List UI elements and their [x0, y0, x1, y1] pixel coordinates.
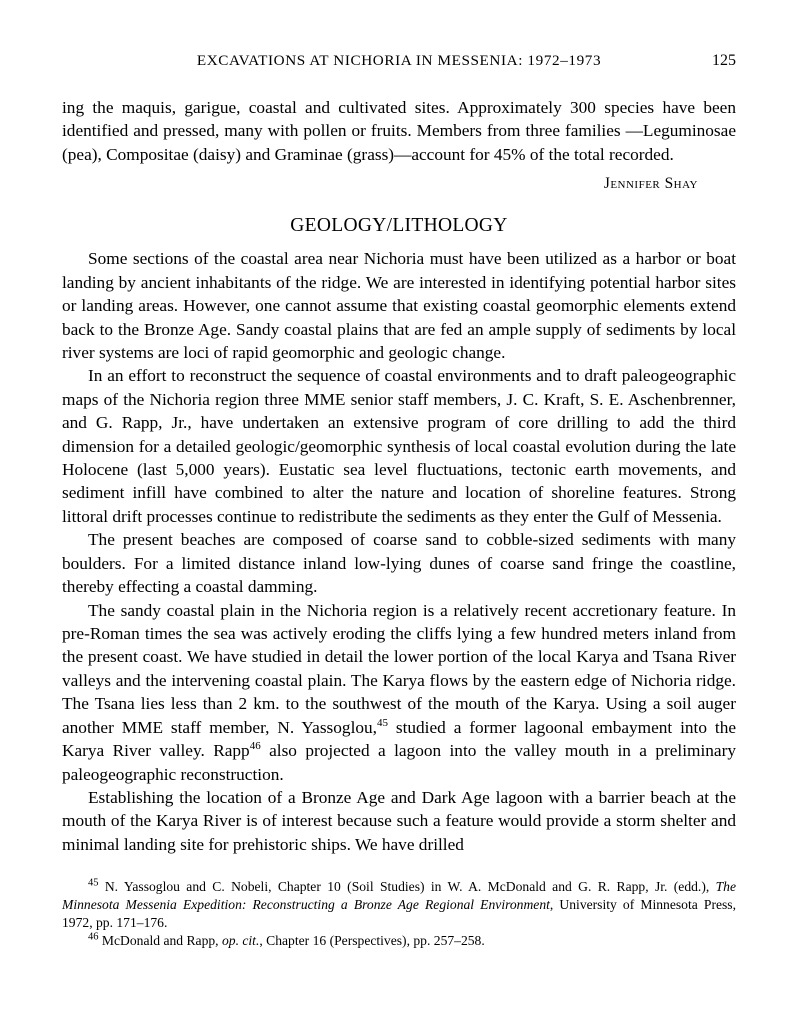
- footnote-ref-46[interactable]: 46: [249, 740, 261, 753]
- paragraph-4-part-3: also projected a lagoon into the valley mouth in a preliminary paleogeographic reconstruction.: [62, 741, 736, 784]
- footnote-45-marker: 45: [88, 877, 99, 889]
- footnote-ref-45[interactable]: 45: [376, 716, 388, 729]
- paragraph-1: Some sections of the coastal area near Nichoria must have been utilized as a harbor or boat landing by ancient inhabitants of the ridge. We are interested in identifying potential harbor sites or landing areas. However, one cannot assume that existing coastal geomorphic elements extend back to the Bronze Age. Sandy coastal plains that are fed an ample supply of sediments by local river systems are loci of rapid geomorphic and geologic change.: [62, 249, 736, 362]
- paragraph-3: The present beaches are composed of coarse sand to cobble-sized sediments with many boulders. For a limited distance inland low-lying dunes of coarse sand fringe the coastline, thereby effecting a coastal damming.: [62, 530, 736, 597]
- running-head-title: EXCAVATIONS AT NICHORIA IN MESSENIA: 1972–1973: [196, 52, 602, 69]
- section-title: GEOLOGY/LITHOLOGY: [290, 215, 508, 237]
- footnotes-section: [62, 878, 736, 950]
- paragraph-4-part-2: studied a former lagoonal embayment into the Karya River valley. Rapp: [62, 717, 737, 761]
- footnote-46-text-after: , Chapter 16 (Perspectives), pp. 257–258.: [259, 933, 485, 949]
- paragraph-4: [62, 599, 736, 786]
- paragraph-continued: ing the maquis, garigue, coastal and cultivated sites. Approximately 300 species have been identified and pressed, many with pollen or fruits. Members from three families —Leguminosae (pea), Compositae (daisy) and Graminae (grass)—account for 45% of the total recorded.: [62, 98, 736, 164]
- footnote-46-title: op. cit.: [221, 933, 260, 949]
- running-head: [62, 52, 736, 70]
- footnote-45-title: The Minnesota Messenia Expedition: Reconstructing a Bronze Age Regional Environment: [62, 879, 736, 913]
- footnote-45: [62, 878, 736, 932]
- paragraph-2: In an effort to reconstruct the sequence of coastal environments and to draft paleogeographic maps of the Nichoria region three MME senior staff members, J. C. Kraft, S. E. Aschenbrenner, and G. Rapp, Jr., have undertaken an extensive program of core drilling to add the third dimension for a detailed geologic/geomorphic synthesis of local coastal evolution during the late Holocene (last 5,000 years). Eustatic sea level fluctuations, tectonic earth movements, and sediment infill have combined to alter the nature and location of shoreline features. Strong littoral drift processes continue to redistribute the sediments as they enter the Gulf of Messenia.: [62, 366, 736, 526]
- footnote-46: [62, 932, 736, 950]
- author-byline: Jennifer Shay: [603, 175, 698, 193]
- paragraph-5: Establishing the location of a Bronze Age and Dark Age lagoon with a barrier beach at the mouth of the Karya River is of interest because such a feature would provide a storm shelter and minimal landing site for prehistoric ships. We have drilled: [62, 787, 736, 854]
- footnote-46-text-before: McDonald and Rapp,: [101, 933, 222, 949]
- page-content: [62, 52, 736, 950]
- footnote-45-text-after: , University of Minnesota Press, 1972, pp. 171–176.: [62, 897, 736, 931]
- page-number: 125: [712, 52, 736, 69]
- footnote-46-marker: 46: [88, 931, 99, 943]
- paragraph-4-part-1: The sandy coastal plain in the Nichoria region is a relatively recent accretionary feature. In pre-Roman times the sea was actively eroding the cliffs lying a few hundred meters inland from the present coast. We have studied in detail the lower portion of the local Karya and Tsana River valleys and the intervening coastal plain. The Karya flows by the eastern edge of Nichoria ridge. The Tsana lies less than 2 km. to the southwest of the mouth of the Karya. Using a soil auger another MME staff member, N. Yassoglou,: [62, 600, 736, 737]
- footnote-45-text-before: N. Yassoglou and C. Nobeli, Chapter 10 (Soil Studies) in W. A. McDonald and G. R. Rapp, Jr. (edd.),: [104, 879, 716, 895]
